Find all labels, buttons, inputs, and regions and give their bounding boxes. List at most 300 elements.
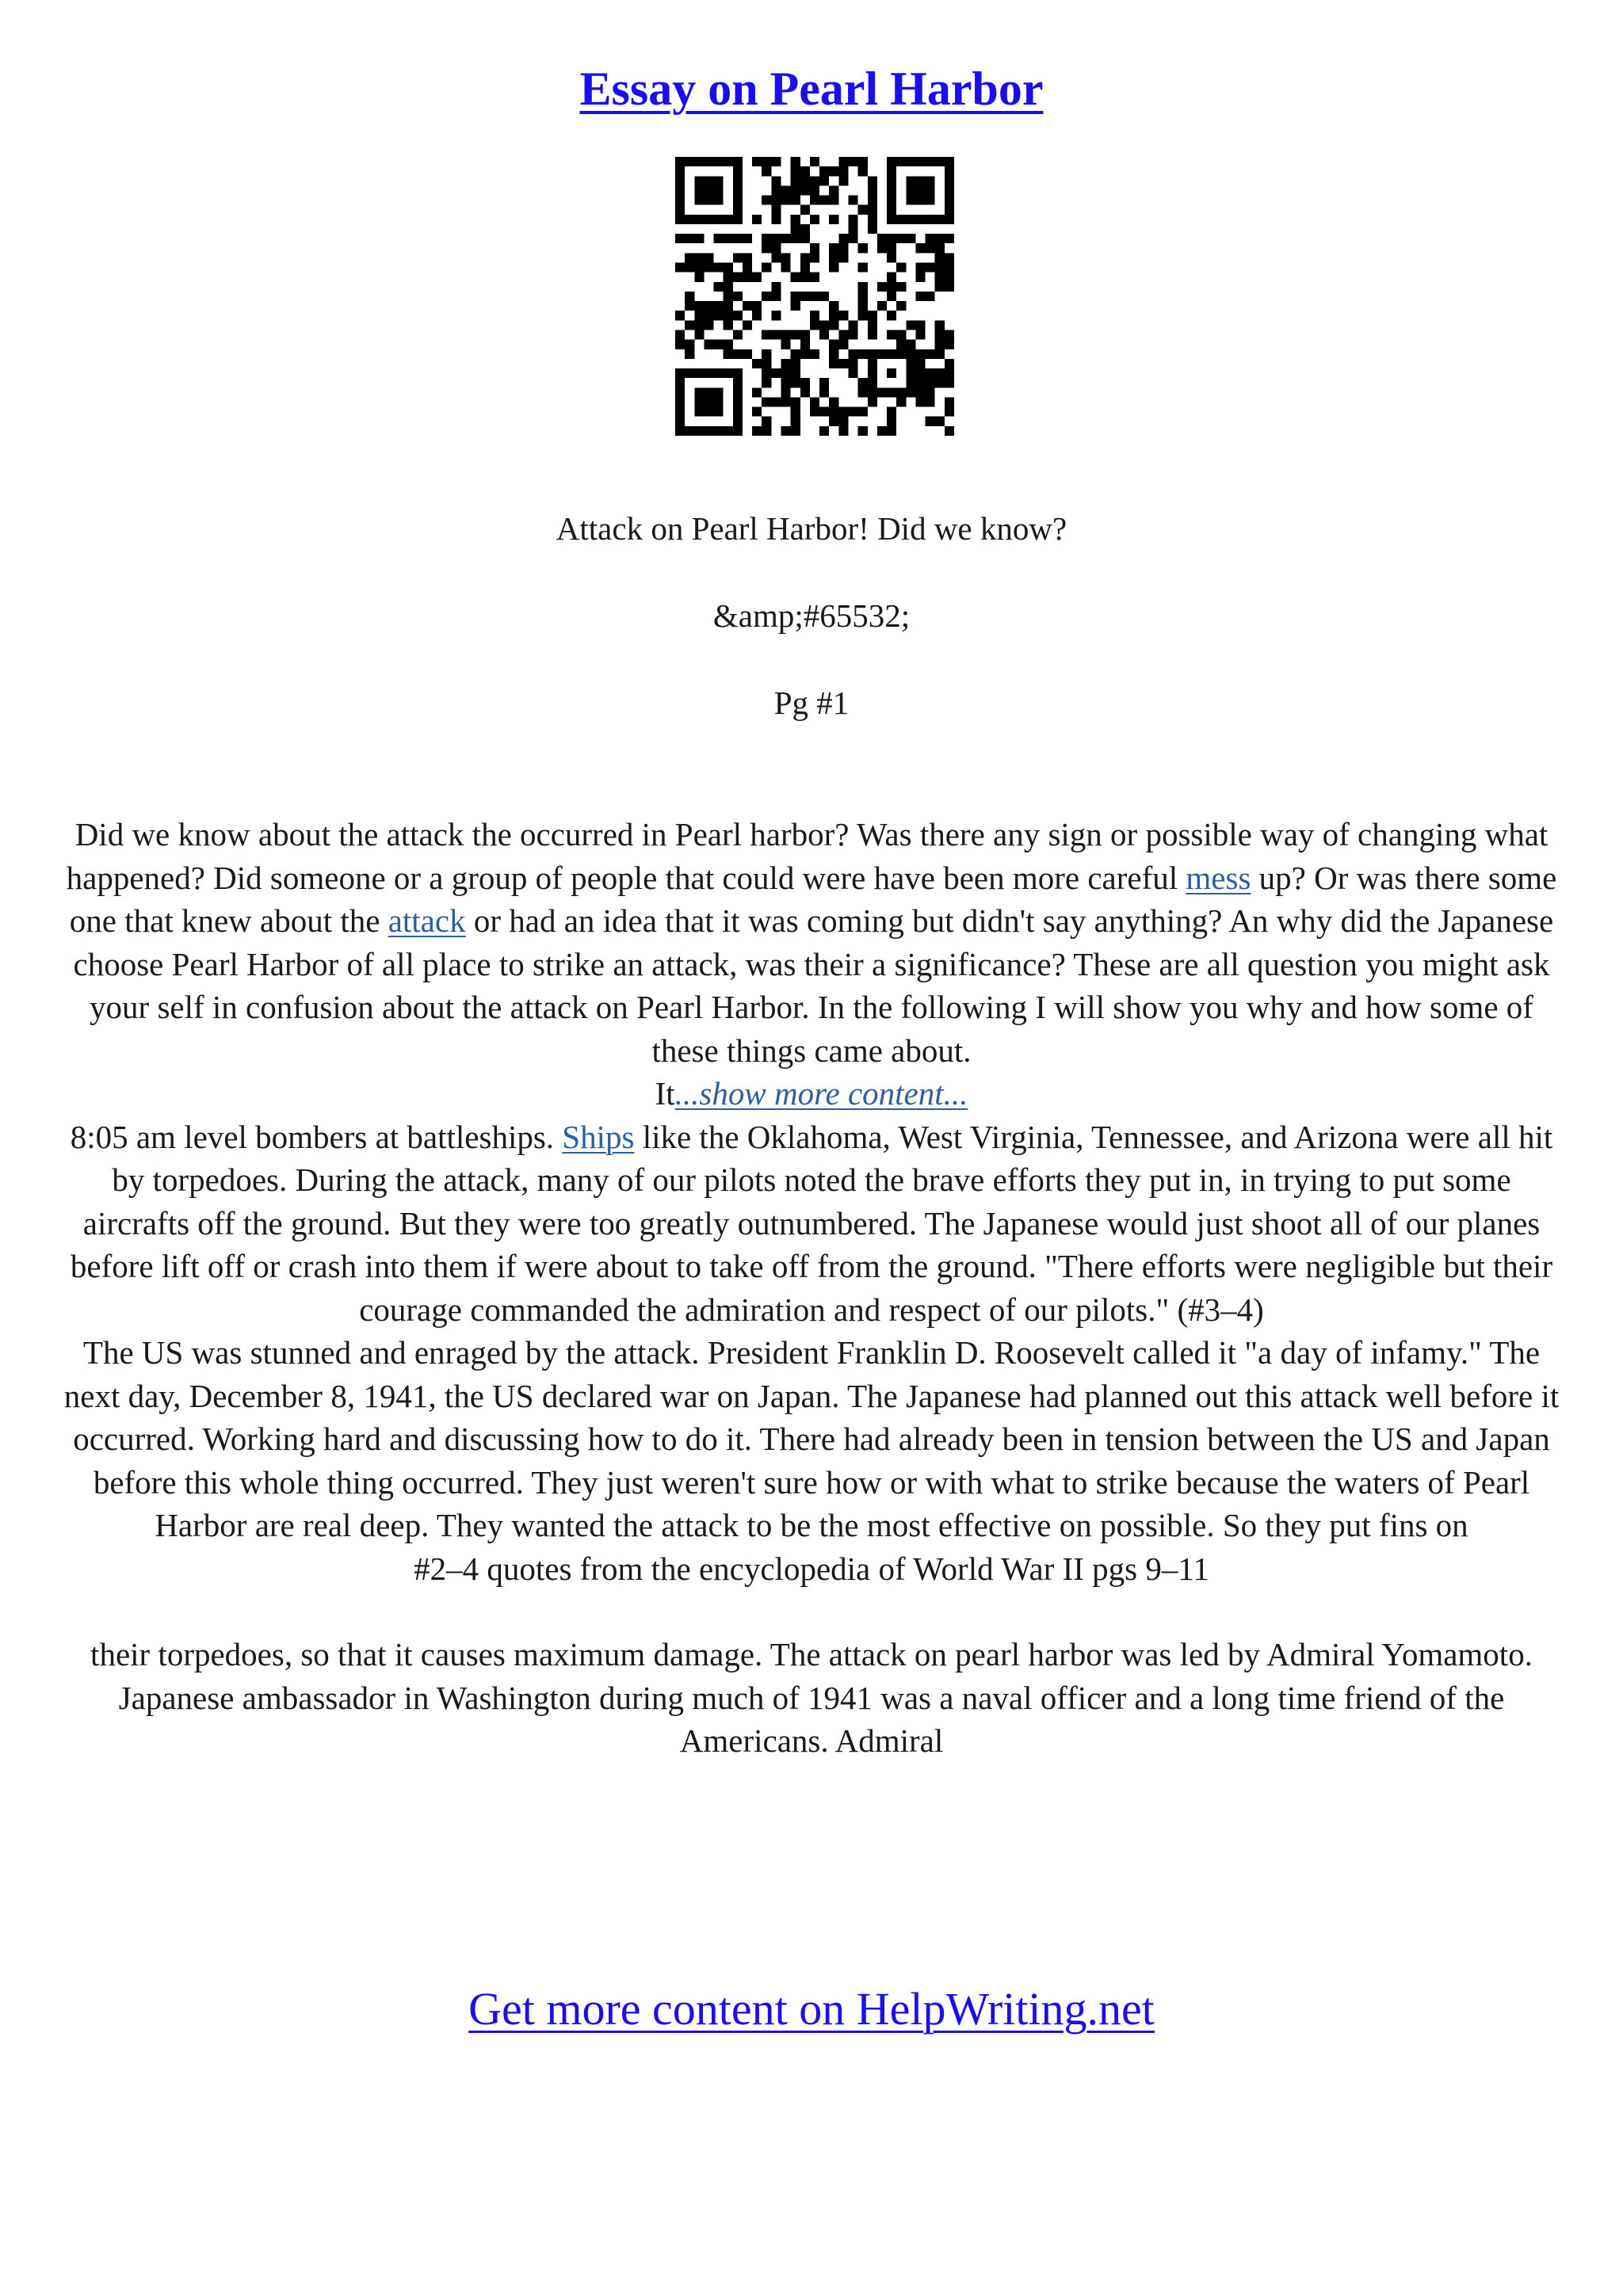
qr-module (704, 157, 713, 166)
qr-module (781, 196, 791, 205)
qr-module (945, 196, 954, 205)
qr-module (906, 340, 915, 349)
qr-module (877, 301, 887, 311)
intro-text-1: Did we know about the attack the occurred in Pearl harbor? Was there any sign or possible way of changing what happened? Did someone or a group of people that could were have been more careful (66, 816, 1549, 896)
qr-module (724, 292, 733, 301)
qr-module (762, 292, 771, 301)
qr-module (781, 234, 791, 243)
qr-module (829, 243, 838, 253)
qr-module (858, 378, 868, 387)
qr-module (694, 368, 704, 378)
qr-module (848, 234, 857, 243)
qr-module (752, 301, 762, 311)
qr-module (915, 157, 925, 166)
qr-module (694, 387, 704, 397)
qr-module (829, 340, 838, 349)
qr-module (714, 185, 724, 195)
paragraph-ambassador: Japanese ambassador in Washington during much of 1941 was a naval officer and a long time friend of the Americans. Admiral (118, 1679, 1505, 1759)
qr-module (762, 417, 771, 426)
qr-module (714, 234, 724, 243)
qr-module (762, 378, 771, 387)
qr-module (829, 407, 838, 417)
qr-module (906, 157, 915, 166)
document-title (0, 57, 1623, 120)
qr-module (838, 407, 848, 417)
qr-module (771, 311, 781, 320)
qr-module (733, 387, 743, 397)
qr-module (848, 330, 857, 339)
qr-module (915, 292, 925, 301)
qr-module (935, 368, 945, 378)
qr-module (915, 196, 925, 205)
qr-module (743, 234, 752, 243)
qr-module (945, 205, 954, 215)
spacer (55, 1590, 1568, 1633)
qr-module (675, 185, 685, 195)
paragraph-attack (55, 1116, 1568, 1332)
qr-module (675, 407, 685, 417)
qr-module (926, 368, 935, 378)
qr-module (733, 330, 743, 339)
qr-module (887, 215, 896, 224)
qr-module (714, 215, 724, 224)
qr-module (819, 387, 829, 397)
qr-module (945, 185, 954, 195)
qr-module (810, 243, 819, 253)
qr-module (829, 253, 838, 262)
qr-module (887, 349, 896, 359)
qr-module (926, 292, 935, 301)
qr-module (926, 378, 935, 387)
essay-body (55, 813, 1568, 1763)
qr-module (733, 234, 743, 243)
qr-module (694, 215, 704, 224)
qr-module (915, 273, 925, 282)
qr-module (694, 320, 704, 330)
qr-module (838, 359, 848, 368)
qr-module (791, 234, 800, 243)
qr-module (868, 185, 877, 195)
qr-module (781, 263, 791, 273)
qr-module (896, 387, 906, 397)
qr-module (868, 387, 877, 397)
qr-module (810, 157, 819, 166)
qr-module (733, 215, 743, 224)
qr-module (791, 176, 800, 185)
page-label: Pg #1 (773, 685, 850, 721)
qr-module (877, 387, 887, 397)
qr-module (694, 407, 704, 417)
qr-module (915, 320, 925, 330)
qr-module (762, 368, 771, 378)
qr-module (791, 349, 800, 359)
qr-module (848, 320, 857, 330)
qr-module (800, 205, 810, 215)
qr-module (935, 234, 945, 243)
qr-module (945, 234, 954, 243)
qr-module (848, 407, 857, 417)
qr-module (685, 368, 694, 378)
qr-module (838, 330, 848, 339)
qr-module (877, 426, 887, 436)
qr-module (800, 234, 810, 243)
qr-module (810, 176, 819, 185)
qr-module (819, 176, 829, 185)
qr-module (877, 243, 887, 253)
qr-module (762, 196, 771, 205)
qr-module (887, 368, 896, 378)
qr-module (896, 397, 906, 406)
qr-module (733, 176, 743, 185)
qr-module (829, 349, 838, 359)
qr-module (838, 417, 848, 426)
qr-module (819, 292, 829, 301)
qr-module (829, 320, 838, 330)
qr-module (945, 273, 954, 282)
qr-module (858, 387, 868, 397)
qr-module (935, 320, 945, 330)
qr-module (810, 407, 819, 417)
qr-module (704, 426, 713, 436)
qr-module (714, 368, 724, 378)
qr-module (771, 243, 781, 253)
qr-module (896, 349, 906, 359)
qr-module (887, 234, 896, 243)
qr-module (694, 301, 704, 311)
qr-module (704, 311, 713, 320)
qr-module (858, 243, 868, 253)
qr-module (800, 378, 810, 387)
qr-module (675, 340, 685, 349)
qr-module (724, 263, 733, 273)
qr-module (791, 166, 800, 176)
qr-module (800, 349, 810, 359)
qr-module (733, 407, 743, 417)
attack-text-2: like the Oklahoma, West Virginia, Tennessee, and Arizona were all hit by torpedoes. During the attack, many of our pilots noted the brave efforts they put in, in trying to put some aircrafts off the ground. But they were too greatly outnumbered. The Japanese would just shoot all of our planes before lift off or crash into them if were about to take off from the ground. "There efforts were negligible but their courage commanded the admiration and respect of our pilots." (#3–4) (70, 1118, 1553, 1328)
qr-module (733, 292, 743, 301)
qr-module (791, 407, 800, 417)
qr-module (868, 320, 877, 330)
qr-module (762, 243, 771, 253)
qr-module (887, 273, 896, 282)
qr-module (733, 157, 743, 166)
qr-module (935, 340, 945, 349)
qr-module (752, 407, 762, 417)
qr-module (675, 196, 685, 205)
qr-module (926, 234, 935, 243)
qr-module (906, 378, 915, 387)
qr-module (926, 215, 935, 224)
qr-module (926, 176, 935, 185)
qr-module (858, 282, 868, 292)
qr-module (714, 196, 724, 205)
qr-module (945, 166, 954, 176)
qr-module (762, 397, 771, 406)
show-more-prefix: It (655, 1075, 675, 1112)
qr-module (926, 196, 935, 205)
qr-module (791, 426, 800, 436)
qr-module (829, 215, 838, 224)
qr-module (743, 263, 752, 273)
qr-module (694, 273, 704, 282)
qr-module (724, 349, 733, 359)
qr-module (771, 253, 781, 262)
title-link[interactable]: Essay on Pearl Harbor (579, 63, 1044, 115)
qr-module (800, 185, 810, 195)
paragraph-torpedoes: their torpedoes, so that it causes maximum damage. The attack on pearl harbor was led by Admiral Yomamoto. (90, 1636, 1533, 1672)
qr-module (791, 368, 800, 378)
qr-module (685, 301, 694, 311)
qr-module (704, 253, 713, 262)
qr-module (675, 387, 685, 397)
qr-module (945, 397, 954, 406)
qr-module (714, 301, 724, 311)
qr-module (935, 417, 945, 426)
qr-module (694, 176, 704, 185)
attack-link[interactable]: attack (388, 902, 466, 939)
qr-module (819, 378, 829, 387)
qr-module (838, 340, 848, 349)
qr-module (704, 185, 713, 195)
qr-module (926, 263, 935, 273)
qr-module (945, 407, 954, 417)
qr-module (810, 320, 819, 330)
qr-module (733, 397, 743, 406)
entity-text: &amp;#65532; (712, 597, 911, 634)
qr-module (675, 330, 685, 339)
qr-module (915, 359, 925, 368)
qr-module (877, 234, 887, 243)
qr-module (945, 368, 954, 378)
qr-module (675, 176, 685, 185)
qr-module (896, 282, 906, 292)
qr-module (771, 330, 781, 339)
qr-module (887, 330, 896, 339)
qr-module (704, 407, 713, 417)
qr-module (791, 157, 800, 166)
qr-module (704, 196, 713, 205)
qr-module (887, 292, 896, 301)
qr-module (733, 196, 743, 205)
qr-module (685, 320, 694, 330)
qr-module (800, 340, 810, 349)
qr-module (714, 263, 724, 273)
qr-module (887, 407, 896, 417)
qr-module (829, 359, 838, 368)
qr-module (906, 185, 915, 195)
qr-module (733, 166, 743, 176)
qr-module (945, 176, 954, 185)
qr-module (945, 378, 954, 387)
qr-module (771, 157, 781, 166)
qr-module (752, 387, 762, 397)
qr-module (819, 426, 829, 436)
qr-module (771, 234, 781, 243)
qr-module (848, 157, 857, 166)
qr-module (810, 215, 819, 224)
qr-module (781, 368, 791, 378)
qr-module (733, 311, 743, 320)
qr-module (887, 176, 896, 185)
paragraph-response: The US was stunned and enraged by the attack. President Franklin D. Roosevelt called it "a day of infamy." The next day, December 8, 1941, the US declared war on Japan. The Japanese had planned out this attack well before it occurred. Working hard and discussing how to do it. There had already been in tension between the US and Japan before this whole thing occurred. They just weren't sure how or with what to strike because the waters of Pearl Harbor are real deep. They wanted the attack to be the most effective on possible. So they put fins on (63, 1334, 1560, 1543)
qr-module (675, 157, 685, 166)
qr-module (724, 301, 733, 311)
qr-module (935, 215, 945, 224)
qr-module (762, 157, 771, 166)
qr-module (724, 234, 733, 243)
qr-module (868, 176, 877, 185)
qr-module (838, 426, 848, 436)
qr-module (685, 253, 694, 262)
qr-module (781, 340, 791, 349)
qr-module (945, 340, 954, 349)
qr-module (704, 176, 713, 185)
qr-module (915, 387, 925, 397)
qr-module (935, 378, 945, 387)
qr-module (926, 349, 935, 359)
get-more-content-link[interactable]: Get more content on HelpWriting.net (468, 1983, 1155, 2035)
qr-module (848, 196, 857, 205)
qr-module (829, 196, 838, 205)
qr-module (838, 311, 848, 320)
qr-module (800, 330, 810, 339)
qr-module (694, 397, 704, 406)
qr-module (945, 359, 954, 368)
intro-text-2: up? Or was there some one that knew about the (69, 859, 1557, 939)
qr-module (868, 224, 877, 234)
qr-module (733, 185, 743, 195)
qr-module (858, 166, 868, 176)
mess-link[interactable]: mess (1186, 859, 1251, 896)
qr-module (685, 340, 694, 349)
qr-module (829, 185, 838, 195)
qr-module (694, 253, 704, 262)
qr-module (704, 397, 713, 406)
qr-module (733, 378, 743, 387)
qr-module (743, 273, 752, 282)
qr-module (915, 176, 925, 185)
qr-module (791, 330, 800, 339)
qr-module (945, 215, 954, 224)
show-more-link[interactable]: ...show more content... (674, 1075, 968, 1112)
qr-module (714, 157, 724, 166)
qr-module (810, 292, 819, 301)
qr-module (819, 320, 829, 330)
qr-code-icon (675, 157, 954, 436)
qr-module (887, 387, 896, 397)
qr-module (935, 157, 945, 166)
qr-module (848, 359, 857, 368)
qr-module (704, 263, 713, 273)
qr-module (887, 282, 896, 292)
qr-module (906, 387, 915, 397)
qr-module (858, 263, 868, 273)
qr-module (762, 426, 771, 436)
qr-module (915, 263, 925, 273)
qr-module (906, 320, 915, 330)
qr-module (887, 253, 896, 262)
qr-module (906, 176, 915, 185)
qr-module (771, 215, 781, 224)
qr-module (791, 359, 800, 368)
qr-module (838, 234, 848, 243)
qr-module (915, 368, 925, 378)
qr-module (694, 185, 704, 195)
intro-text-3: or had an idea that it was coming but didn't say anything? An why did the Japanese choose Pearl Harbor of all place to strike an attack, was their a significance? These are all question you might ask your self in confusion about the attack on Pearl Harbor. In the following I will show you why and how some of these things came about. (73, 902, 1554, 1069)
qr-module (675, 215, 685, 224)
qr-module (724, 215, 733, 224)
qr-module (733, 273, 743, 282)
qr-module (714, 387, 724, 397)
qr-module (906, 349, 915, 359)
qr-module (685, 349, 694, 359)
qr-module (926, 185, 935, 195)
paragraph-intro (55, 813, 1568, 1072)
qr-module (781, 330, 791, 339)
qr-module (800, 387, 810, 397)
qr-module (935, 253, 945, 262)
qr-module (675, 234, 685, 243)
qr-module (704, 340, 713, 349)
qr-module (762, 330, 771, 339)
qr-module (714, 176, 724, 185)
ships-link[interactable]: Ships (562, 1118, 635, 1155)
qr-module (714, 340, 724, 349)
qr-module (694, 311, 704, 320)
qr-module (781, 397, 791, 406)
qr-module (810, 253, 819, 262)
qr-module (848, 215, 857, 224)
qr-module (838, 176, 848, 185)
qr-module (752, 215, 762, 224)
qr-module (915, 397, 925, 406)
qr-module (896, 215, 906, 224)
qr-module (791, 292, 800, 301)
qr-module (771, 368, 781, 378)
qr-module (762, 234, 771, 243)
qr-module (829, 166, 838, 176)
qr-module (743, 320, 752, 330)
qr-module (829, 417, 838, 426)
qr-module (887, 205, 896, 215)
qr-module (675, 426, 685, 436)
qr-module (733, 368, 743, 378)
qr-module (915, 378, 925, 387)
subtitle: Attack on Pearl Harbor! Did we know? (556, 510, 1067, 547)
qr-module (675, 263, 685, 273)
qr-module (868, 196, 877, 205)
qr-module (896, 263, 906, 273)
qr-module (694, 263, 704, 273)
qr-module (771, 397, 781, 406)
qr-module (733, 205, 743, 215)
qr-module (791, 224, 800, 234)
qr-module (675, 397, 685, 406)
qr-module (685, 234, 694, 243)
qr-module (733, 417, 743, 426)
qr-module (810, 311, 819, 320)
qr-module (752, 157, 762, 166)
qr-module (945, 282, 954, 292)
qr-module (819, 196, 829, 205)
qr-module (810, 349, 819, 359)
qr-module (694, 196, 704, 205)
qr-module (945, 157, 954, 166)
qr-module (743, 253, 752, 262)
qr-module (887, 243, 896, 253)
qr-module (675, 311, 685, 320)
qr-module (829, 311, 838, 320)
